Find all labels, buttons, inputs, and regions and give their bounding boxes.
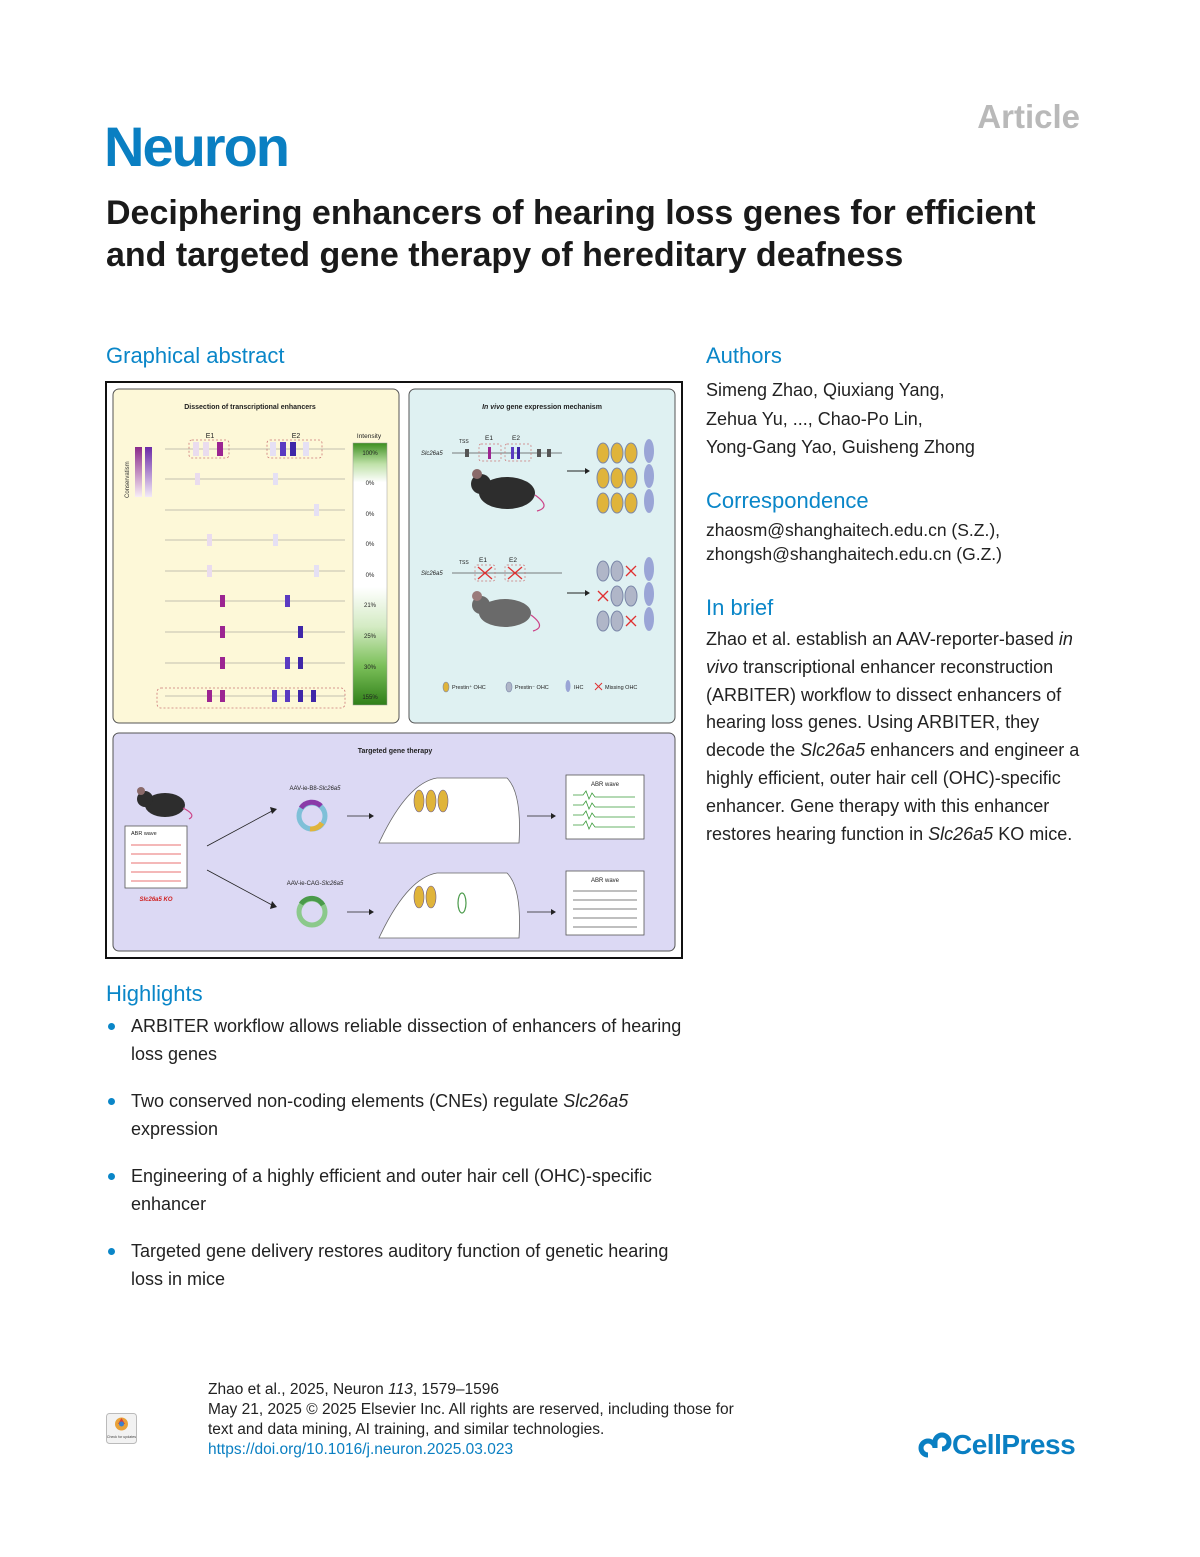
svg-text:In vivo gene expression mechan bbox=[482, 404, 602, 411]
check-for-updates-badge[interactable] bbox=[106, 1413, 137, 1444]
gene-label: Slc26a5 bbox=[421, 571, 443, 577]
e1-label: E1 bbox=[485, 435, 493, 442]
ko-label: Slc26a5 KO bbox=[139, 897, 173, 903]
tss-label: TSS bbox=[459, 439, 469, 445]
panel-b-title-italic: In vivo bbox=[482, 404, 505, 411]
article-title: Deciphering enhancers of hearing loss genes for efficient and targeted gene therapy of hereditary deafness bbox=[106, 194, 1036, 274]
doi-link[interactable]: https://doi.org/10.1016/j.neuron.2025.03.023 bbox=[208, 1441, 514, 1458]
tss-label: TSS bbox=[459, 560, 469, 566]
panel-a-title: Dissection of transcriptional enhancers bbox=[184, 404, 316, 411]
authors-line: Yong-Gang Yao, Guisheng Zhong bbox=[706, 437, 975, 457]
intensity-value: 30% bbox=[363, 665, 377, 671]
authors-list bbox=[706, 376, 1066, 462]
panel-c-title: Targeted gene therapy bbox=[357, 748, 433, 755]
e2-label: E2 bbox=[512, 435, 520, 442]
e2-label: E2 bbox=[291, 433, 301, 440]
abr-wave-label: ABR wave bbox=[131, 831, 157, 837]
bullet-icon bbox=[108, 1098, 115, 1105]
conservatism-label: Conservatism bbox=[125, 461, 131, 498]
vector-1-prefix: AAV-ie-B8- bbox=[289, 786, 319, 792]
correspondence-heading: Correspondence bbox=[706, 488, 869, 513]
badge-text: Check for updates bbox=[106, 1435, 137, 1439]
highlights-heading: Highlights bbox=[106, 981, 203, 1006]
legend-prestin-positive: Prestin⁺ OHC bbox=[452, 685, 486, 691]
highlight-item: Engineering of a highly efficient and outer hair cell (OHC)-specific enhancer bbox=[106, 1162, 696, 1218]
panel-b-title-rest: gene expression mechanism bbox=[504, 404, 602, 411]
abr-wave-label: ABR wave bbox=[590, 782, 620, 788]
abr-wave-label: ABR wave bbox=[590, 878, 620, 884]
citation-line: Zhao et al., 2025, Neuron 113, 1579–1596 bbox=[208, 1381, 500, 1398]
intensity-value: 21% bbox=[363, 603, 377, 609]
authors-line: Simeng Zhao, Qiuxiang Yang, bbox=[706, 380, 945, 400]
highlight-item: Targeted gene delivery restores auditory function of genetic hearing loss in mice bbox=[106, 1237, 696, 1293]
correspondence-block bbox=[706, 518, 1086, 566]
email-link-2[interactable]: zhongsh@shanghaitech.edu.cn (G.Z.) bbox=[706, 544, 1002, 564]
bullet-icon bbox=[108, 1248, 115, 1255]
in-brief-heading: In brief bbox=[706, 595, 774, 620]
cellpress-logo bbox=[918, 1428, 1075, 1462]
bullet-icon bbox=[108, 1023, 115, 1030]
publisher-name: CellPress bbox=[952, 1429, 1076, 1460]
e1-label: E1 bbox=[479, 557, 487, 564]
email-link-1[interactable]: zhaosm@shanghaitech.edu.cn (S.Z.), bbox=[706, 520, 1001, 540]
intensity-value: 0% bbox=[365, 481, 375, 487]
vector-1-gene: Slc26a5 bbox=[318, 786, 341, 792]
gene-label: Slc26a5 bbox=[421, 451, 443, 457]
graphical-abstract-figure bbox=[105, 381, 683, 959]
e2-label: E2 bbox=[509, 557, 517, 564]
intensity-value: 155% bbox=[362, 695, 378, 701]
vector-2-prefix: AAV-ie-CAG- bbox=[286, 881, 322, 887]
legend-missing-ohc: Missing OHC bbox=[605, 685, 638, 691]
highlights-list bbox=[106, 1012, 696, 1312]
copyright-line: May 21, 2025 © 2025 Elsevier Inc. All rights are reserved, including those for bbox=[208, 1401, 734, 1418]
intensity-value: 0% bbox=[365, 573, 375, 579]
intensity-value: 100% bbox=[362, 451, 378, 457]
panel-gene-therapy bbox=[113, 733, 675, 951]
authors-line: Zehua Yu, ..., Chao-Po Lin, bbox=[706, 408, 923, 429]
svg-text:AAV-ie-CAG-Slc26a5 bbox=[287, 881, 344, 887]
intensity-label: Intensity bbox=[356, 433, 382, 440]
panel-dissection bbox=[113, 389, 399, 723]
bullet-icon bbox=[108, 1173, 115, 1180]
highlight-item: Two conserved non-coding elements (CNEs) regulate Slc26a5 expression bbox=[106, 1087, 696, 1143]
cellpress-mark-icon bbox=[918, 1429, 952, 1461]
article-type-label: Article bbox=[977, 98, 1080, 135]
in-brief-text: Zhao et al. establish an AAV-reporter-based in vivo transcriptional enhancer reconstruction (ARBITER) workflow to dissect enhancers of hearing loss genes. Using ARBITER, they decode the Slc26a5 enhancers and engineer a highly efficient, outer hair cell (OHC)-specific enhancer. Gene therapy with this enhancer restores hearing function in Slc26a5 KO mice. bbox=[706, 629, 1080, 844]
highlight-item: ARBITER workflow allows reliable dissection of enhancers of hearing loss genes bbox=[106, 1012, 696, 1068]
legend-ihc: IHC bbox=[574, 685, 584, 691]
intensity-value: 0% bbox=[365, 512, 375, 518]
e1-label: E1 bbox=[205, 433, 215, 440]
citation-block bbox=[208, 1380, 828, 1460]
copyright-line: text and data mining, AI training, and similar technologies. bbox=[208, 1421, 605, 1438]
authors-heading: Authors bbox=[706, 343, 782, 368]
journal-logo: Neuron bbox=[104, 115, 288, 178]
svg-text:AAV-ie-B8-Slc26a5 bbox=[290, 786, 342, 792]
vector-2-gene: Slc26a5 bbox=[321, 881, 344, 887]
legend-prestin-negative: Prestin⁻ OHC bbox=[515, 685, 549, 691]
graphical-abstract-heading: Graphical abstract bbox=[106, 343, 285, 368]
panel-in-vivo-mechanism bbox=[409, 389, 675, 723]
intensity-value: 25% bbox=[363, 634, 377, 640]
intensity-value: 0% bbox=[365, 542, 375, 548]
